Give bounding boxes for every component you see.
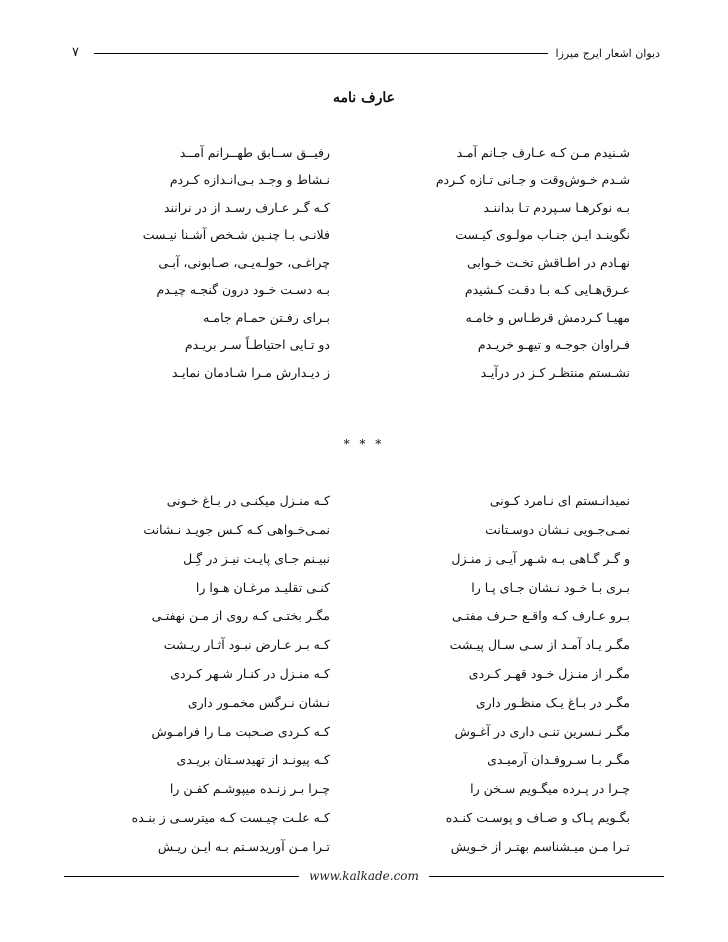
footer-rule-left [64,876,299,877]
second-hemistich: بـه دسـت خـود درون گنجـه چیـدم [156,282,330,297]
first-hemistich: عـرق‌هـایی کـه بـا دقـت کـشیدم [464,282,630,297]
page-footer [64,866,664,886]
couplet [100,359,630,387]
couplet [100,222,630,250]
couplet [100,332,630,360]
couplet [100,516,630,545]
second-hemistich: کنـی تقلیـد مرغـان هـوا را [195,579,330,595]
second-hemistich: کـه منـزل میکنـی در بـاغ خـونی [166,493,330,509]
second-hemistich: چراغـی، حولـه‌یـی، صـابونی، آبـی [158,254,330,270]
couplet [100,139,630,167]
first-hemistich: شـنیدم مـن کـه عـارف جـانم آمـد [456,144,630,160]
second-hemistich: بـرای رفـتن حمـام جامـه [203,309,330,325]
couplet [100,167,630,195]
couplet [100,573,630,602]
second-hemistich: کـه بـر عـارض نبـود آثـار ریـشت [163,637,330,653]
second-hemistich: کـه علـت چیـست کـه میترسـی ز بنـده [131,809,330,825]
second-hemistich: کـه کـردی صـحبت مـا را فرامـوش [151,723,330,739]
second-hemistich: فلانـی بـا چنـین شـخص آشـنا نیـست [142,227,330,242]
page-number: ۷ [72,45,79,60]
first-hemistich: مگـر نـسرین تنـی داری در آغـوش [454,723,630,739]
couplet [100,804,630,833]
first-hemistich: بگـویم پـاک و صـاف و پوسـت کنـده [445,809,630,825]
first-hemistich: مگـر در بـاغ یـک منظـور داری [475,694,630,710]
couplet [100,545,630,574]
first-hemistich: فـراوان جوجـه و تیهـو خریـدم [477,337,630,352]
second-hemistich: نـشاط و وجـد بـی‌انـدازه کـردم [169,172,330,187]
second-hemistich: رفیــق ســابق طهــرانم آمــد [179,144,330,160]
second-hemistich: تـرا مـن آوریدسـتم بـه ایـن ریـش [157,838,330,854]
second-hemistich: نـشان نـرگس مخمـور داری [187,694,330,710]
couplet [100,304,630,332]
second-hemistich: ز دیـدارش مـرا شـادمان نمایـد [171,364,330,380]
couplet [100,487,630,516]
first-hemistich: نگوینـد ایـن جنـاب مولـوی کیـست [455,227,630,242]
page-header [72,40,660,60]
first-hemistich: نشـستم منتظـر کـز در درآیـد [480,364,630,380]
couplet [100,717,630,746]
first-hemistich: مهیـا کـردمش قرطـاس و خامـه [465,309,630,325]
header-rule [94,53,548,54]
couplet [100,249,630,277]
first-hemistich: نمـی‌جـویی نـشان دوسـتانت [485,521,630,537]
couplet [100,833,630,862]
couplet [100,602,630,631]
couplet [100,746,630,775]
first-hemistich: بـرو عـارف کـه واقـع حـرف مفتـی [451,608,630,624]
second-hemistich: چـرا بـر زنـده میپوشـم کفـن را [169,781,330,797]
second-hemistich: دو تـایی احتیاطـاً سـر بریـدم [184,337,330,352]
first-hemistich: تـرا مـن میـشناسم بهتـر از خـویش [450,838,630,854]
poem-section-1 [100,139,630,387]
first-hemistich: چـرا در پـرده میگـویم سـخن را [470,781,630,797]
couplet [100,277,630,305]
first-hemistich: بـری بـا خـود نـشان جـای پـا را [471,579,630,595]
section-separator: * * * [343,437,385,451]
couplet [100,775,630,804]
poem-title: عارف نامه [333,90,395,106]
first-hemistich: و گـر گـاهی بـه شـهر آیـی ز منـزل [451,550,630,566]
footer-url: www.kalkade.com [309,869,419,883]
first-hemistich: مگـر از منـزل خـود قهـر کـردی [468,665,630,681]
first-hemistich: شـدم خـوش‌وقت و جـانی تـازه کـردم [435,172,630,187]
first-hemistich: مگـر یـاد آمـد از سـی سـال پیـشت [449,637,630,653]
first-hemistich: نهـادم در اطـاقش تخـت خـوابی [466,254,630,270]
footer-rule-right [429,876,664,877]
second-hemistich: نمـی‌خـواهی کـه کـس جویـد نـشانت [143,521,330,537]
couplet [100,689,630,718]
second-hemistich: مگـر بختـی کـه روی از مـن نهفتـی [151,608,330,624]
first-hemistich: بـه نوکرهـا سـپردم تـا بداننـد [483,199,630,215]
first-hemistich: مگـر بـا سـروقـدان آرمیـدی [487,752,630,768]
second-hemistich: کـه منـزل در کنـار شـهر کـردی [170,665,330,681]
couplet [100,631,630,660]
couplet [100,194,630,222]
header-title: دیوان اشعار ایرج میرزا [555,47,660,60]
second-hemistich: نبیـنم جـای پایـت نیـز در گِـل [183,550,330,566]
poem-section-2 [100,487,630,861]
first-hemistich: نمیدانـستم ای نـامرد کـونی [489,493,630,509]
second-hemistich: کـه گـر عـارف رسـد از در نرانند [163,199,330,215]
second-hemistich: کـه پیونـد از تهیدسـتان بریـدی [176,752,330,768]
couplet [100,660,630,689]
